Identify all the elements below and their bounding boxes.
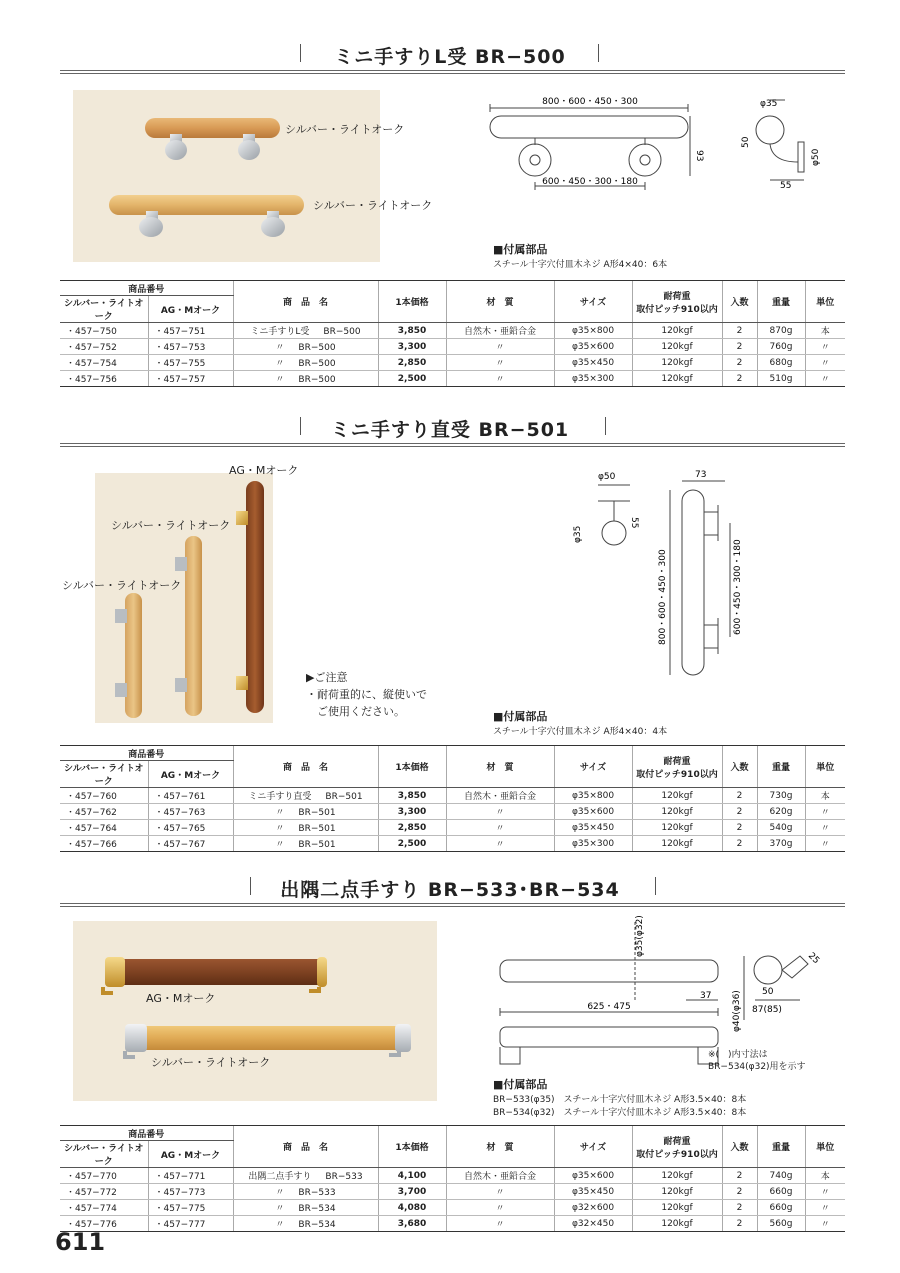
table-cell: 2,500 [378, 836, 446, 852]
table-cell: 370g [757, 836, 805, 852]
table-cell: 3,700 [378, 1184, 446, 1200]
dim-50: 50 [741, 136, 751, 148]
table-cell: 2,850 [378, 820, 446, 836]
dim-25: 25 [805, 951, 822, 967]
dimension-drawing [490, 912, 840, 1072]
table-cell: 120kgf [632, 1168, 722, 1184]
table-cell: 〃 [805, 355, 845, 371]
table-cell: φ35×450 [554, 820, 632, 836]
table-cell: 本 [805, 323, 845, 339]
table-cell: 540g [757, 820, 805, 836]
table-cell: 120kgf [632, 355, 722, 371]
table-cell: 〃 [805, 339, 845, 355]
table-cell: 自然木・亜鉛合金 [446, 323, 554, 339]
dim-left: 800・600・450・300 [658, 549, 668, 645]
dim-dia: φ35(φ32) [635, 915, 645, 957]
dim-len: 625・475 [587, 1002, 631, 1012]
table-cell: ・457−752 [60, 339, 148, 355]
dim-55: 55 [780, 181, 792, 191]
table-cell: φ32×600 [554, 1200, 632, 1216]
table-cell: 3,850 [378, 788, 446, 804]
table-cell: 3,300 [378, 339, 446, 355]
dim-37: 37 [700, 991, 712, 1001]
table-cell: 2 [722, 788, 757, 804]
table-cell: 2 [722, 371, 757, 387]
table-cell: 3,850 [378, 323, 446, 339]
table-cell: 〃 BR−500 [233, 355, 378, 371]
table-cell: 自然木・亜鉛合金 [446, 788, 554, 804]
table-cell: 〃 [446, 1184, 554, 1200]
table-cell: 本 [805, 788, 845, 804]
dim-top: 800・600・450・300 [542, 97, 638, 107]
table-cell: 2 [722, 1168, 757, 1184]
color-label: シルバー・ライトオーク [285, 123, 405, 136]
table-cell: 〃 [805, 1184, 845, 1200]
dim-dia2: φ50 [811, 148, 821, 166]
table-cell: 〃 [446, 355, 554, 371]
table-cell: ・457−765 [148, 820, 233, 836]
table-cell: 660g [757, 1184, 805, 1200]
table-cell: φ35×300 [554, 836, 632, 852]
dim-87: 87(85) [752, 1005, 782, 1015]
table-row [60, 355, 845, 371]
table-cell: 510g [757, 371, 805, 387]
table-cell: 〃 [446, 1216, 554, 1232]
product-photo [73, 921, 437, 1101]
table-cell: ・457−754 [60, 355, 148, 371]
table-cell: 870g [757, 323, 805, 339]
table-row [60, 1184, 845, 1200]
spec-table: 商品番号 商 品 名 1本価格 材 質 サイズ 耐荷重 取付ピッチ910以内 入数 重量 単位 シルバー・ライトオーク AG・Mオーク ・457−750 ・457−751 ミニ手すりL受 BR−500 3,850 自然木・亜鉛合金 φ35×800 120kgf 2 870g 本 ・457−752 ・457−753 〃 BR−500 3,300 〃 φ35×600 120kgf 2 760g 〃 ・457−754 ・457−755 〃 BR−500 2,850 〃 φ35×450 120kgf 2 680g 〃 ・457−756 ・457−757 〃 BR−500 2,500 〃 φ35×300 120kgf 2 510g 〃 [60, 280, 845, 387]
table-cell: 〃 [805, 371, 845, 387]
dim-dia35: φ35 [573, 525, 583, 543]
product-photo [73, 90, 380, 262]
table-cell: 〃 BR−500 [233, 371, 378, 387]
table-row [60, 820, 845, 836]
table-row [60, 1200, 845, 1216]
table-cell: ・457−775 [148, 1200, 233, 1216]
table-cell: φ35×450 [554, 355, 632, 371]
table-cell: 〃 [805, 820, 845, 836]
table-cell: ・457−767 [148, 836, 233, 852]
dim-note: ※( )内寸法は BR−534(φ32)用を示す [708, 1050, 806, 1072]
table-cell: 120kgf [632, 788, 722, 804]
table-cell: φ35×600 [554, 1168, 632, 1184]
page-number: 611 [55, 1228, 106, 1256]
table-cell: ・457−762 [60, 804, 148, 820]
divider [60, 903, 845, 907]
table-cell: ・457−755 [148, 355, 233, 371]
table-cell: ・457−751 [148, 323, 233, 339]
color-label: シルバー・ライトオーク [111, 519, 231, 532]
table-cell: 120kgf [632, 1184, 722, 1200]
table-cell: ・457−776 [60, 1216, 148, 1232]
table-cell: ・457−757 [148, 371, 233, 387]
divider [60, 70, 845, 74]
table-cell: 620g [757, 804, 805, 820]
table-cell: 120kgf [632, 1216, 722, 1232]
caution-note: ▶ご注意 ・耐荷重的に、縦使いで ご使用ください。 [306, 671, 427, 718]
table-cell: 〃 [805, 1200, 845, 1216]
table-cell: 自然木・亜鉛合金 [446, 1168, 554, 1184]
table-cell: φ35×600 [554, 339, 632, 355]
table-cell: 2 [722, 836, 757, 852]
table-cell: 730g [757, 788, 805, 804]
dim-d40: φ40(φ36) [732, 990, 742, 1032]
accessories: ■付属部品 BR−533(φ35) スチール十字穴付皿木ネジ A形3.5×40：8本 BR−534(φ32) スチール十字穴付皿木ネジ A形3.5×40：8本 [493, 1078, 747, 1118]
table-cell: ・457−750 [60, 323, 148, 339]
table-cell: 2 [722, 1216, 757, 1232]
accessories: ■付属部品 スチール十字穴付皿木ネジ A形4×40：6本 [493, 243, 668, 270]
table-cell: 2 [722, 355, 757, 371]
table-cell: 〃 BR−534 [233, 1200, 378, 1216]
table-cell: φ35×800 [554, 323, 632, 339]
table-cell: ・457−774 [60, 1200, 148, 1216]
table-cell: 〃 BR−501 [233, 820, 378, 836]
table-cell: 〃 [805, 1216, 845, 1232]
table-cell: φ35×800 [554, 788, 632, 804]
table-cell: 2,500 [378, 371, 446, 387]
color-label: AG・Mオーク [146, 992, 216, 1005]
table-cell: 本 [805, 1168, 845, 1184]
table-row [60, 836, 845, 852]
table-cell: ・457−753 [148, 339, 233, 355]
table-cell: 〃 [446, 836, 554, 852]
table-cell: ・457−771 [148, 1168, 233, 1184]
table-cell: 740g [757, 1168, 805, 1184]
table-cell: 〃 BR−534 [233, 1216, 378, 1232]
table-cell: φ35×450 [554, 1184, 632, 1200]
color-label: シルバー・ライトオーク [151, 1056, 271, 1069]
table-row [60, 323, 845, 339]
color-label: シルバー・ライトオーク [62, 579, 182, 592]
dim-55: 55 [629, 517, 639, 529]
table-cell: 120kgf [632, 323, 722, 339]
dim-50: 50 [762, 987, 774, 997]
table-cell: 760g [757, 339, 805, 355]
table-cell: 560g [757, 1216, 805, 1232]
table-cell: 2 [722, 804, 757, 820]
table-cell: 〃 BR−533 [233, 1184, 378, 1200]
table-cell: ・457−777 [148, 1216, 233, 1232]
table-cell: ・457−760 [60, 788, 148, 804]
dim-height: 93 [694, 150, 704, 162]
table-row [60, 1168, 845, 1184]
table-cell: 2 [722, 323, 757, 339]
table-cell: 3,680 [378, 1216, 446, 1232]
table-cell: 3,300 [378, 804, 446, 820]
divider [60, 443, 845, 447]
table-row [60, 788, 845, 804]
accessories: ■付属部品 スチール十字穴付皿木ネジ A形4×40：4本 [493, 710, 668, 737]
table-cell: 4,100 [378, 1168, 446, 1184]
table-row [60, 339, 845, 355]
table-cell: ・457−770 [60, 1168, 148, 1184]
table-cell: ・457−773 [148, 1184, 233, 1200]
table-cell: 2 [722, 1184, 757, 1200]
dimension-drawing [480, 90, 840, 200]
table-row [60, 1216, 845, 1232]
section-title: ミニ手すりL受 BR−500 [334, 46, 566, 68]
table-cell: 120kgf [632, 1200, 722, 1216]
table-cell: 〃 [446, 1200, 554, 1216]
dim-dia50: φ50 [598, 472, 616, 482]
table-cell: 〃 [805, 804, 845, 820]
spec-table: 商品番号 商 品 名 1本価格 材 質 サイズ 耐荷重 取付ピッチ910以内 入数 重量 単位 シルバー・ライトオーク AG・Mオーク ・457−770 ・457−771 出隅二点手すり BR−533 4,100 自然木・亜鉛合金 φ35×600 120kgf 2 740g 本 ・457−772 ・457−773 〃 BR−533 3,700 〃 φ35×450 120kgf 2 660g 〃 ・457−774 ・457−775 〃 BR−534 4,080 〃 φ32×600 120kgf 2 660g 〃 ・457−776 ・457−777 〃 BR−534 3,680 〃 φ32×450 120kgf 2 560g 〃 [60, 1125, 845, 1232]
table-row [60, 804, 845, 820]
table-cell: 〃 [805, 836, 845, 852]
table-cell: 〃 [446, 339, 554, 355]
color-label: AG・Mオーク [229, 464, 299, 477]
dim-right: 600・450・300・180 [733, 539, 743, 635]
table-cell: 660g [757, 1200, 805, 1216]
table-cell: ・457−763 [148, 804, 233, 820]
table-cell: 2 [722, 339, 757, 355]
color-label: シルバー・ライトオーク [313, 199, 433, 212]
table-cell: 2 [722, 1200, 757, 1216]
table-cell: φ35×600 [554, 804, 632, 820]
table-cell: 〃 BR−500 [233, 339, 378, 355]
dim-bottom: 600・450・300・180 [542, 177, 638, 187]
table-cell: 〃 [446, 804, 554, 820]
table-cell: 〃 BR−501 [233, 804, 378, 820]
table-cell: 2,850 [378, 355, 446, 371]
table-cell: ・457−764 [60, 820, 148, 836]
table-cell: 120kgf [632, 836, 722, 852]
table-cell: 2 [722, 820, 757, 836]
section-title: ミニ手すり直受 BR−501 [330, 419, 570, 441]
table-cell: ・457−766 [60, 836, 148, 852]
table-cell: φ32×450 [554, 1216, 632, 1232]
table-cell: φ35×300 [554, 371, 632, 387]
spec-table: 商品番号 商 品 名 1本価格 材 質 サイズ 耐荷重 取付ピッチ910以内 入数 重量 単位 シルバー・ライトオーク AG・Mオーク ・457−760 ・457−761 ミニ手すり直受 BR−501 3,850 自然木・亜鉛合金 φ35×800 120kgf 2 730g 本 ・457−762 ・457−763 〃 BR−501 3,300 〃 φ35×600 120kgf 2 620g 〃 ・457−764 ・457−765 〃 BR−501 2,850 〃 φ35×450 120kgf 2 540g 〃 ・457−766 ・457−767 〃 BR−501 2,500 〃 φ35×300 120kgf 2 370g 〃 [60, 745, 845, 852]
table-cell: 680g [757, 355, 805, 371]
table-cell: 120kgf [632, 371, 722, 387]
table-cell: ミニ手すり直受 BR−501 [233, 788, 378, 804]
table-cell: 120kgf [632, 339, 722, 355]
table-cell: 120kgf [632, 820, 722, 836]
table-cell: 〃 [446, 371, 554, 387]
product-photo [95, 473, 273, 723]
table-cell: ・457−761 [148, 788, 233, 804]
dim-dia: φ35 [760, 99, 778, 109]
table-cell: 4,080 [378, 1200, 446, 1216]
table-cell: ミニ手すりL受 BR−500 [233, 323, 378, 339]
section-title: 出隅二点手すり BR−533･BR−534 [280, 879, 620, 901]
table-cell: 〃 BR−501 [233, 836, 378, 852]
table-cell: ・457−772 [60, 1184, 148, 1200]
table-cell: 出隅二点手すり BR−533 [233, 1168, 378, 1184]
dim-73: 73 [695, 470, 707, 480]
table-cell: ・457−756 [60, 371, 148, 387]
table-row [60, 371, 845, 387]
table-cell: 〃 [446, 820, 554, 836]
dimension-drawing [560, 465, 760, 685]
table-cell: 120kgf [632, 804, 722, 820]
